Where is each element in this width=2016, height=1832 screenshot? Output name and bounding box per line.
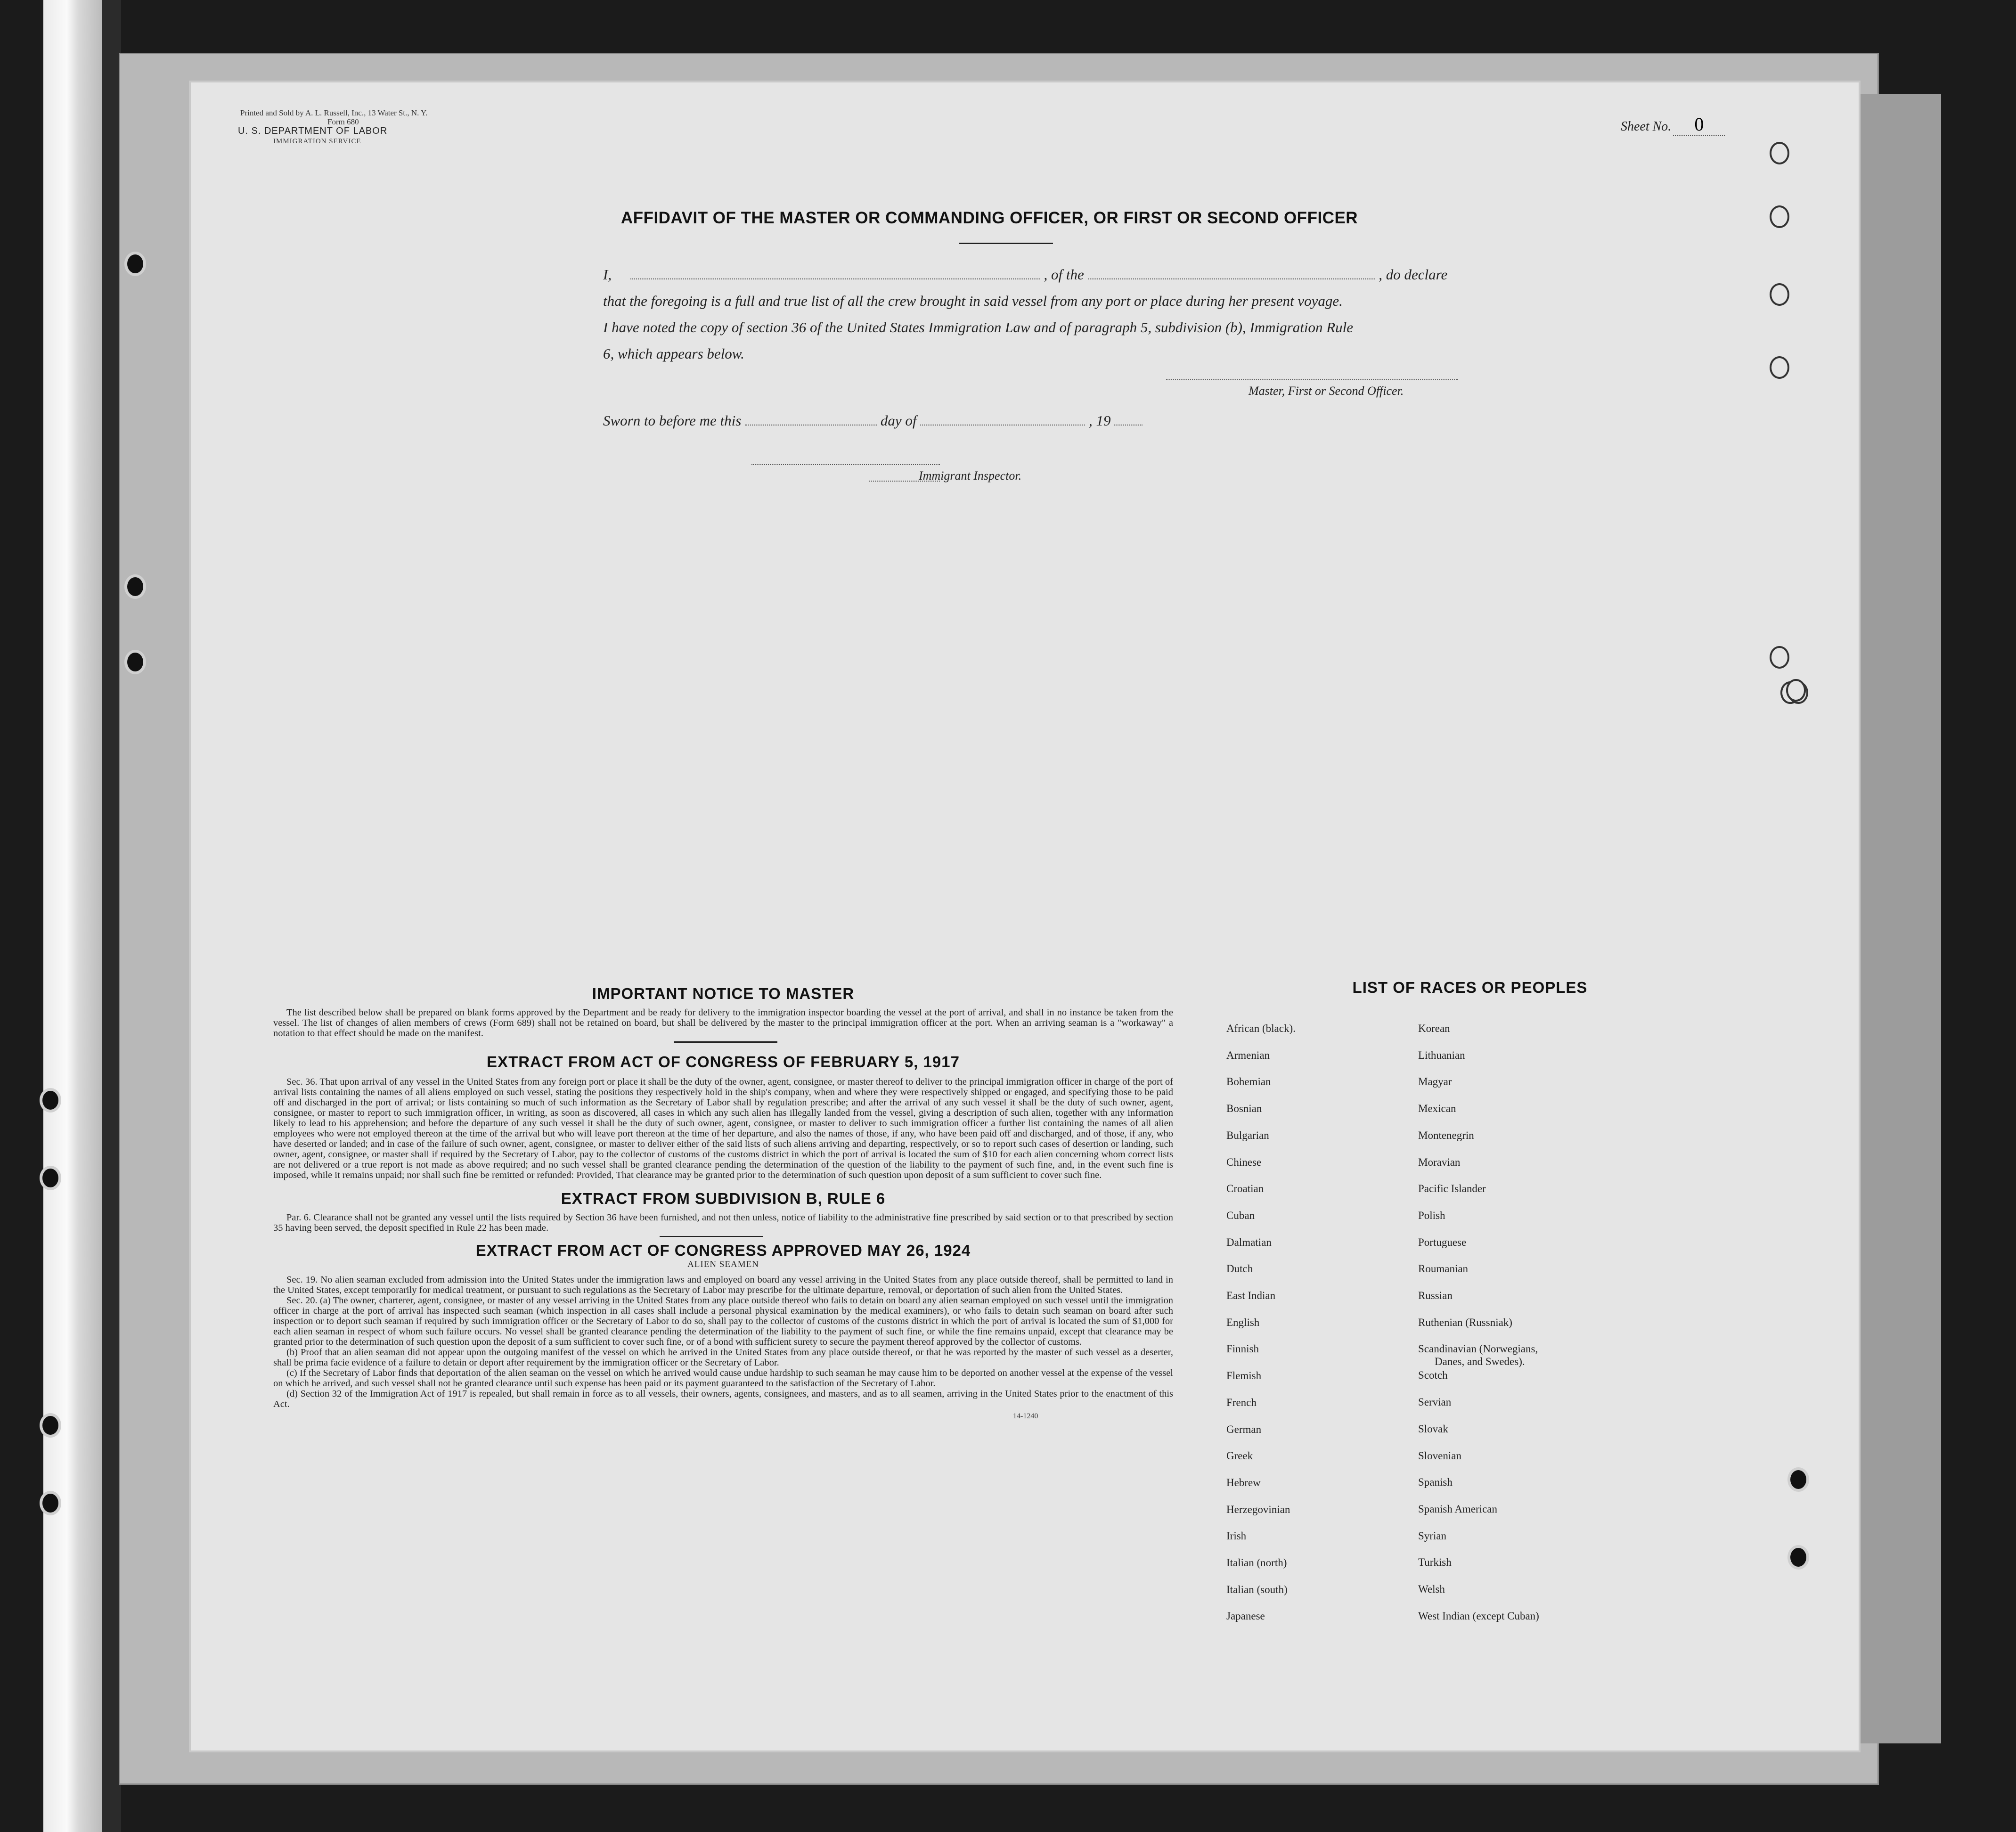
affidavit-i: I, bbox=[603, 266, 612, 283]
department-name: U. S. DEPARTMENT OF LABOR bbox=[238, 126, 388, 136]
affidavit-title: AFFIDAVIT OF THE MASTER OR COMMANDING OFFICER, OR FIRST OR SECOND OFFICER bbox=[620, 209, 1358, 227]
race-item: Greek bbox=[1226, 1450, 1253, 1462]
affidavit-declare: , do declare bbox=[1379, 266, 1448, 283]
punch-hole bbox=[127, 254, 143, 273]
vessel-blank[interactable] bbox=[1088, 278, 1375, 279]
race-item: Herzegovinian bbox=[1226, 1503, 1290, 1515]
race-item: Slovenian bbox=[1418, 1449, 1461, 1462]
punch-hole bbox=[42, 1091, 58, 1110]
race-item: Moravian bbox=[1418, 1156, 1461, 1168]
races-title: LIST OF RACES OR PEOPLES bbox=[1352, 979, 1588, 996]
notice-text bbox=[273, 1007, 1173, 1039]
race-item: Mexican bbox=[1418, 1103, 1456, 1115]
binder-shadow bbox=[102, 0, 121, 1832]
punch-hole bbox=[42, 1169, 58, 1187]
punch-hole bbox=[1790, 1548, 1806, 1567]
binder-strip bbox=[43, 0, 102, 1832]
extract-1924-title: EXTRACT FROM ACT OF CONGRESS APPROVED MAY 26, 1924 bbox=[475, 1242, 971, 1259]
race-item: Hebrew bbox=[1226, 1476, 1261, 1488]
punch-hole bbox=[1788, 681, 1804, 700]
race-item: Roumanian bbox=[1418, 1263, 1469, 1275]
punch-hole bbox=[1771, 285, 1787, 304]
extract-1917-text bbox=[273, 1077, 1173, 1180]
race-item: Pacific Islander bbox=[1418, 1183, 1486, 1195]
day-of-label: day of bbox=[880, 412, 917, 429]
race-item: Ruthenian (Russniak) bbox=[1418, 1316, 1512, 1328]
affidavit-body bbox=[603, 262, 1654, 367]
punch-hole bbox=[1790, 1470, 1806, 1489]
race-item: Scandinavian (Norwegians, bbox=[1418, 1343, 1538, 1355]
extract-1924-p1: Sec. 19. No alien seaman excluded from admission into the United States under the immigration laws and employed on board any vessel arriving in the United States from any place outside thereof, shall be permitted to land in the United States, except temporarily for medical treatment, or pursuant to such regulations as the Secretary of Labor may prescribe for the ultimate departure, removal, or deportation of such alien from the United States. bbox=[273, 1275, 1173, 1295]
sheet-number-label: Sheet No. bbox=[1621, 119, 1672, 134]
race-item: West Indian (except Cuban) bbox=[1418, 1610, 1539, 1622]
race-item: Danes, and Swedes). bbox=[1435, 1356, 1525, 1368]
title-rule bbox=[959, 243, 1053, 244]
extract-1924-text bbox=[273, 1275, 1173, 1409]
race-item: Russian bbox=[1418, 1290, 1453, 1301]
race-item: Cuban bbox=[1226, 1209, 1255, 1221]
extract-rule6-title: EXTRACT FROM SUBDIVISION B, RULE 6 bbox=[561, 1190, 886, 1207]
extract-1924-p3: (b) Proof that an alien seaman did not appear upon the outgoing manifest of the vessel on which he arrived in the United States from any place outside thereof, or that he was reported by the master of such vessel as a deserter, shall be prima facie evidence of a failure to detain or deport after requirement by the immigration officer or the Secretary of Labor. bbox=[273, 1347, 1173, 1368]
race-item: Lithuanian bbox=[1418, 1049, 1465, 1061]
name-blank[interactable] bbox=[630, 278, 1040, 279]
affidavit-line2: that the foregoing is a full and true list of all the crew brought in said vessel from any port or place during her present voyage. bbox=[603, 293, 1343, 309]
race-item: Portuguese bbox=[1418, 1236, 1467, 1248]
race-item: Slovak bbox=[1418, 1423, 1448, 1435]
race-item: African (black). bbox=[1226, 1022, 1296, 1034]
extract-1917-title: EXTRACT FROM ACT OF CONGRESS OF FEBRUARY 5, 1917 bbox=[487, 1053, 960, 1071]
race-item: Spanish American bbox=[1418, 1503, 1497, 1515]
printer-line: Printed and Sold by A. L. Russell, Inc., 13 Water St., N. Y. bbox=[240, 108, 428, 117]
race-item: Scotch bbox=[1418, 1369, 1448, 1382]
race-item: Italian (south) bbox=[1226, 1583, 1288, 1595]
service-name: IMMIGRATION SERVICE bbox=[273, 138, 361, 145]
affidavit-line3: I have noted the copy of section 36 of the United States Immigration Law and of paragraph 5, subdivision (b), Immigration Rule bbox=[603, 319, 1354, 335]
extract-rule6-paragraph: Par. 6. Clearance shall not be granted any vessel until the lists required by Section 36 have been furnished, and not then unless, notice of liability to the administrative fine prescribed by said section or to that prescribed by section 35 having been served, the deposit specified in Rule 22 has been made. bbox=[273, 1212, 1173, 1233]
legal-column bbox=[273, 985, 1173, 1421]
race-item: French bbox=[1226, 1396, 1257, 1408]
notice-paragraph: The list described below shall be prepared on blank forms approved by the Department and be ready for delivery to the immigration inspector boarding the vessel at the port of arrival, and shall in no instance be taken from the vessel. The list of changes of alien members of crews (Form 689) shall not be retained on board, but shall be delivered by the master to the principal immigration officer at the port. When an arriving seaman is a "workaway" a notation to that effect should be made on the manifest. bbox=[273, 1007, 1173, 1039]
sheet-number-value: 0 bbox=[1673, 113, 1725, 136]
year-label: , 19 bbox=[1088, 412, 1111, 429]
race-item: Italian (north) bbox=[1226, 1557, 1287, 1569]
inspector-blank-top[interactable] bbox=[751, 464, 940, 465]
race-item: East Indian bbox=[1226, 1290, 1276, 1301]
section-rule bbox=[660, 1236, 763, 1237]
extract-1924-p5: (d) Section 32 of the Immigration Act of 1917 is repealed, but shall remain in force as to all vessels, their owners, agents, consignees, and masters, and as to all seamen, arriving in the United States prior to the enactment of this Act. bbox=[273, 1389, 1173, 1409]
race-item: Chinese bbox=[1226, 1156, 1262, 1168]
race-item: Croatian bbox=[1226, 1183, 1264, 1195]
race-item: Polish bbox=[1418, 1209, 1445, 1221]
race-item: Finnish bbox=[1226, 1343, 1259, 1355]
punch-hole bbox=[1771, 144, 1787, 163]
race-item: Turkish bbox=[1418, 1556, 1452, 1569]
extract-1917-paragraph: Sec. 36. That upon arrival of any vessel in the United States from any foreign port or place it shall be the duty of the owner, agent, consignee, or master thereof to deliver to the principal immigration officer in charge of the port of arrival lists containing the names of all aliens employed on such vessel, stating the positions they respectively hold in the ship's company, when and where they were respectively shipped or engaged, and specifying those to be paid off and discharged in the port of arrival; or lists containing so much of such information as the Secretary of Labor shall by regulation prescribe; and after the arrival of any such vessel it shall be the duty of such owner, agent, consignee, or master to report to such immigration officer, in writing, as soon as discovered, all cases in which any such alien has illegally landed from the vessel, giving a description of such alien, together with any information likely to lead to his apprehension; and before the departure of any such vessel it shall be the duty of such owner, agent, consignee, or master to deliver to such immigration officer a further list containing the names of all alien employees who were not employed thereon at the time of the arrival but who will leave port thereon at the time of her departure, and also the names of those, if any, who have been paid off and discharged, and of those, if any, who have deserted or landed; and in case of the failure of such owner, agent, consignee, or master to deliver either of the said lists of such aliens arriving and departing, respectively, or so to report such cases of desertion or landing, such owner, agent, consignee, or master shall if required by the Secretary of Labor, pay to the collector of customs of the customs district in which the port of arrival is located the sum of $10 for each alien concerning whom correct lists are not delivered or a true report is not made as above required; and no such vessel shall be granted clearance pending the determination of the question of the liability to the payment of such fine, and, in the event such fine is imposed, while it remains unpaid; nor shall such fine be remitted or refunded: Provided, That clearance may be granted prior to the determination of such question upon deposit of a sum sufficient to cover such fine. bbox=[273, 1077, 1173, 1180]
punch-hole bbox=[127, 577, 143, 596]
race-item: Spanish bbox=[1418, 1476, 1453, 1488]
race-item: Syrian bbox=[1418, 1529, 1447, 1542]
master-signature-line[interactable] bbox=[1166, 379, 1458, 380]
race-item: Magyar bbox=[1418, 1076, 1452, 1088]
punch-hole bbox=[127, 653, 143, 671]
affidavit-of-the: , of the bbox=[1044, 266, 1084, 283]
race-item: Flemish bbox=[1226, 1370, 1262, 1382]
affidavit-line4: 6, which appears below. bbox=[603, 345, 744, 362]
race-item: German bbox=[1226, 1423, 1262, 1435]
race-item: Dutch bbox=[1226, 1263, 1253, 1275]
punch-hole bbox=[1771, 358, 1787, 377]
race-item: Bohemian bbox=[1226, 1076, 1271, 1088]
sheet-number bbox=[1621, 113, 1725, 136]
notice-title: IMPORTANT NOTICE TO MASTER bbox=[592, 985, 855, 1002]
manifest-reverse-page bbox=[191, 82, 1859, 1750]
race-item: Korean bbox=[1418, 1022, 1450, 1034]
race-item: Dalmatian bbox=[1226, 1236, 1272, 1248]
sworn-line bbox=[603, 408, 1143, 434]
race-item: Bulgarian bbox=[1226, 1129, 1269, 1141]
race-item: Welsh bbox=[1418, 1583, 1445, 1595]
form-line: Form 680 bbox=[327, 117, 359, 126]
form-number: 14-1240 bbox=[1013, 1412, 1038, 1420]
extract-1924-p4: (c) If the Secretary of Labor finds that deportation of the alien seaman on the vessel on which he arrived would cause undue hardship to such seaman he may cause him to be deported on another vessel at the expense of the vessel on which he arrived, and such vessel shall not be granted clearance until such expense has been paid or its payment guaranteed to the satisfaction of the Secretary of Labor. bbox=[273, 1368, 1173, 1389]
master-signature-label: Master, First or Second Officer. bbox=[1249, 384, 1404, 398]
inspector-signature-label: Immigrant Inspector. bbox=[919, 469, 1022, 483]
punch-hole bbox=[42, 1416, 58, 1435]
extract-rule6-text bbox=[273, 1212, 1173, 1233]
punch-hole bbox=[42, 1494, 58, 1513]
sworn-label: Sworn to before me this bbox=[603, 412, 742, 429]
extract-1924-p2: Sec. 20. (a) The owner, charterer, agent, consignee, or master of any vessel arriving in the United States from any place outside thereof who fails to detain on board any alien seaman employed on such vessel until the immigration officer in charge at the port of arrival has inspected such seaman (which inspection in all cases shall include a personal physical examination by the medical examiners), or who fails to detain such seaman on board after such inspection or to deport such seaman if required by such immigration officer or the Secretary of Labor to do so, shall pay to the collector of customs of the customs district in which the port of arrival is located the sum of $1,000 for each alien seaman in respect of whom such failure occurs. No vessel shall be granted clearance pending the determination of the liability to the payment of such fine, or while the fine remains unpaid, except that clearance may be granted prior to the determination of such question upon the deposit of a sum sufficient to cover such fine, or of a bond with sufficient surety to secure the payment thereof approved by the collector of customs. bbox=[273, 1295, 1173, 1347]
race-item: English bbox=[1226, 1316, 1260, 1328]
section-rule bbox=[674, 1041, 777, 1043]
alien-seamen-subtitle: ALIEN SEAMEN bbox=[687, 1260, 759, 1269]
race-item: Armenian bbox=[1226, 1049, 1270, 1061]
race-item: Servian bbox=[1418, 1396, 1452, 1408]
race-item: Bosnian bbox=[1226, 1103, 1262, 1115]
race-item: Japanese bbox=[1226, 1610, 1265, 1622]
race-item: Irish bbox=[1226, 1530, 1247, 1542]
punch-hole bbox=[1771, 648, 1787, 667]
race-item: Montenegrin bbox=[1418, 1129, 1474, 1141]
